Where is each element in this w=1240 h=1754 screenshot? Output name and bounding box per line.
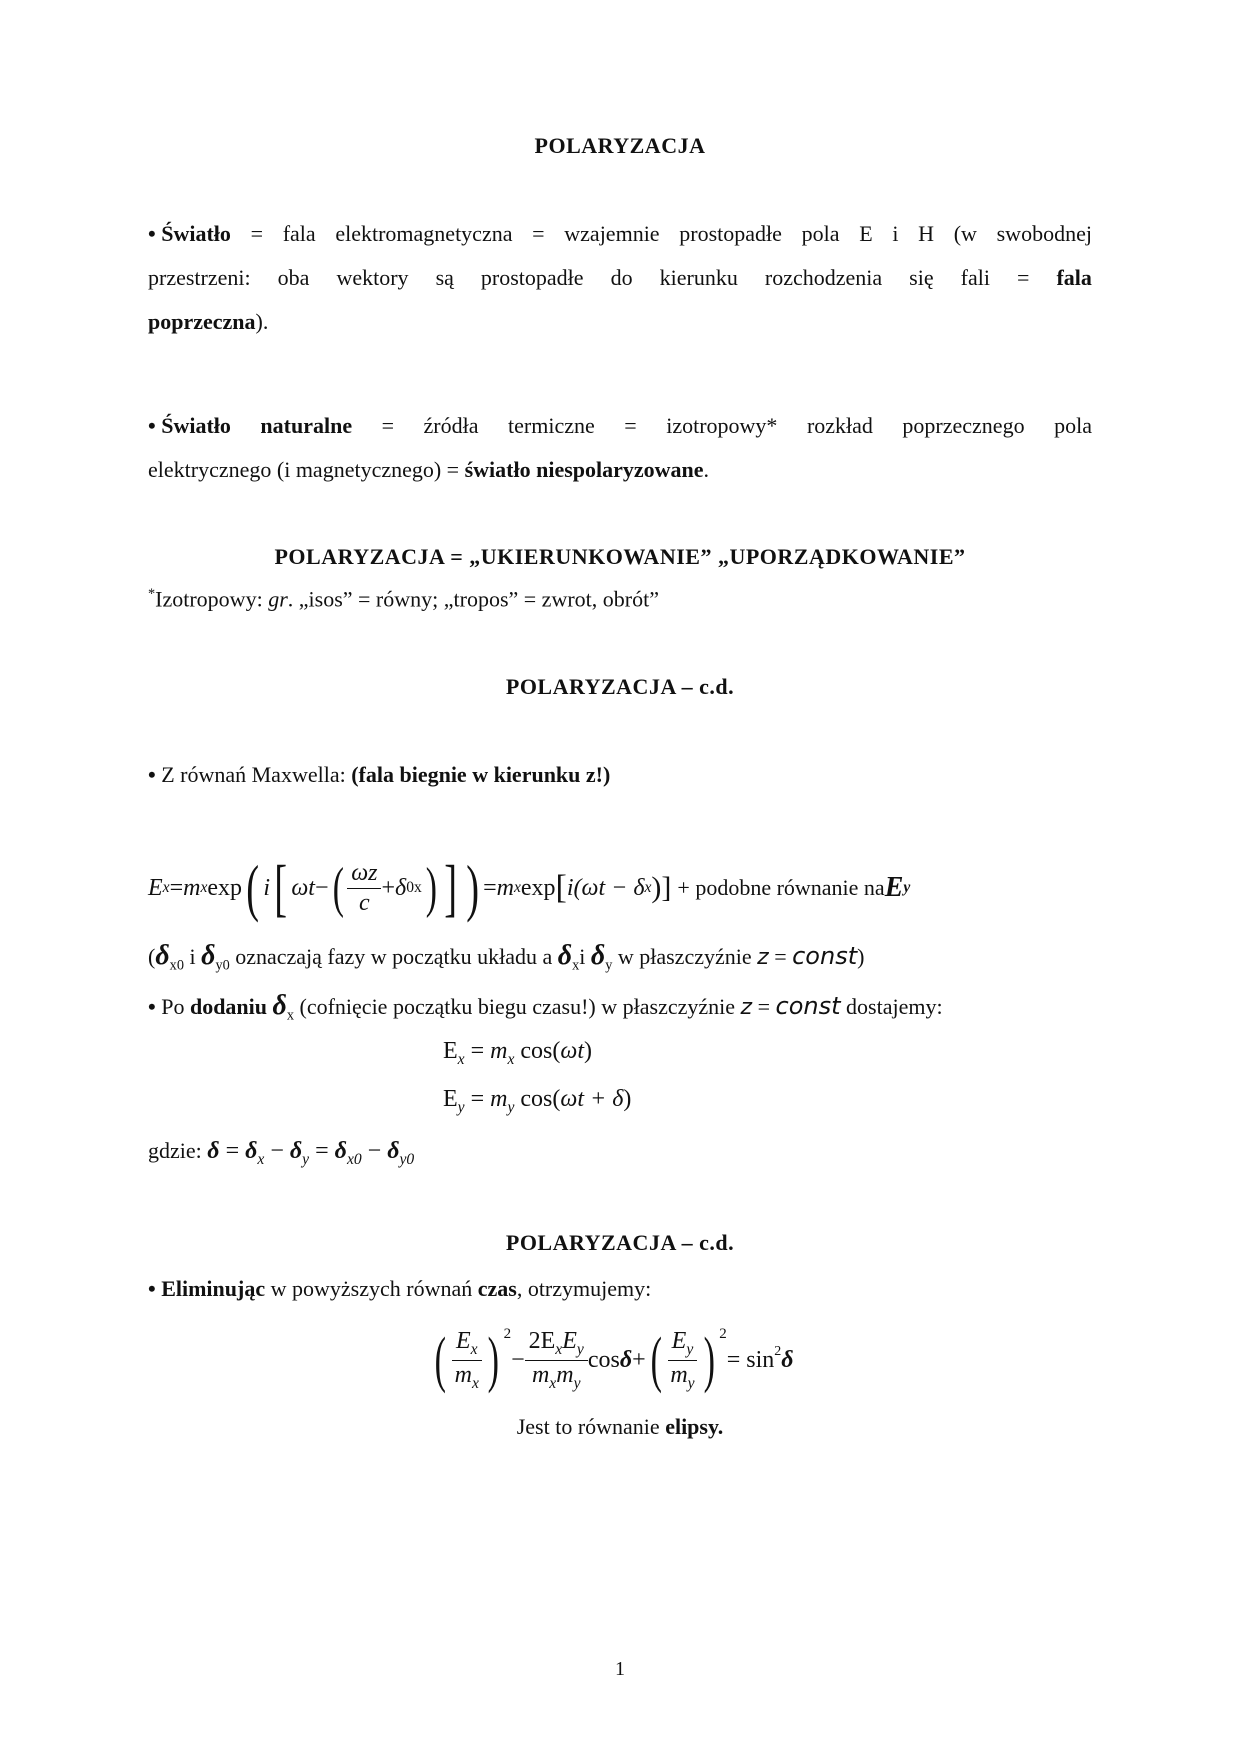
eliminating-time-line: • Eliminując w powyższych równań czas, otrzymujemy:: [148, 1276, 652, 1301]
word: poprzecznego: [902, 413, 1025, 438]
big-bracket-close: ]: [444, 852, 458, 923]
fraction-wz-over-c: $\frac{\omega z}{c}$: [347, 859, 381, 918]
paragraph-light-line-1: [148, 212, 1092, 256]
word: fala: [1056, 265, 1092, 290]
word: fala: [282, 221, 316, 246]
phase-difference-definition: gdzie: $\delta = \delta_x - \delta_y = \delta_{x0} - \delta_{y0}$: [148, 1138, 415, 1168]
fraction-ex-over-mx: $\frac{E_x}{m_x}$: [451, 1327, 483, 1393]
big-paren-close: ): [466, 852, 479, 923]
word: E: [859, 221, 873, 246]
word: pola: [801, 221, 840, 246]
word: =: [624, 413, 637, 438]
equation-ey-cos: $E_y = m_y$ cos(ωt + δ): [443, 1086, 632, 1116]
word: fali: [960, 265, 990, 290]
word: przestrzeni:: [148, 265, 251, 290]
word: • Światło: [148, 413, 231, 438]
word: H: [918, 221, 935, 246]
word: • Światło: [148, 221, 231, 246]
word: (w: [953, 221, 977, 246]
section-heading-cd-1: POLARYZACJA – c.d.: [505, 674, 735, 699]
paren-open: (: [332, 857, 344, 919]
equation-ellipse: ( $\frac{E_x}{m_x}$ ) $^2$ − $\frac{2E_xE_y}{m_xm_y}$ cos δ + ( $\frac{E_y}{m_y}$ ) $^2$ = sin $^2$ δ: [434, 1326, 794, 1394]
paren-close: ): [425, 857, 437, 919]
paragraph-light-line-3: poprzeczna).: [148, 309, 269, 334]
paragraph-light: [148, 212, 1092, 344]
word: prostopadłe: [679, 221, 782, 246]
page-number: 1: [615, 1658, 625, 1680]
adding-phase-line: • Po dodaniu $\delta_x$ (cofnięcie początku biegu czasu!) w płaszczyźnie z = const dostajemy:: [148, 990, 943, 1024]
word: =: [381, 413, 395, 438]
word: naturalne: [260, 413, 353, 438]
word: do: [610, 265, 633, 290]
section-heading-cd-2: POLARYZACJA – c.d.: [505, 1230, 735, 1255]
word: =: [532, 221, 545, 246]
maxwell-line: • Z równań Maxwella: (fala biegnie w kierunku z!): [148, 762, 611, 787]
equation-ex-cos: $E_x = m_x$ cos(ωt): [443, 1038, 593, 1068]
big-paren-open: (: [246, 852, 260, 923]
word: wzajemnie: [564, 221, 660, 246]
word: izotropowy*: [666, 413, 778, 438]
word: źródła: [423, 413, 479, 438]
word: pola: [1054, 413, 1092, 438]
page-title: POLARYZACJA: [534, 133, 706, 158]
paragraph-natural-line-1: [148, 404, 1092, 448]
word: swobodnej: [996, 221, 1092, 246]
word: wektory: [336, 265, 409, 290]
equation-ex-field: E x = m x exp ( i [ ωt − ( $\frac{\omega z}{c}$ + δ 0x ) ] ) = m x exp [ i (ωt − δ x )] + podobne równanie na E y: [148, 852, 911, 923]
paragraph-natural-light: [148, 404, 1092, 492]
word: =: [1017, 265, 1030, 290]
word: rozchodzenia: [764, 265, 883, 290]
word: i: [892, 221, 899, 246]
paragraph-natural-line-2: elektrycznego (i magnetycznego) = światło niespolaryzowane.: [148, 457, 710, 482]
word: =: [250, 221, 263, 246]
word: oba: [277, 265, 310, 290]
word: termiczne: [508, 413, 595, 438]
word: prostopadłe: [480, 265, 584, 290]
word: są: [435, 265, 454, 290]
paragraph-light-line-2: [148, 256, 1092, 300]
fraction-2exey-over-mxmy: $\frac{2E_xE_y}{m_xm_y}$: [525, 1327, 588, 1393]
word: rozkład: [806, 413, 873, 438]
word: elektromagnetyczna: [335, 221, 513, 246]
word: się: [909, 265, 934, 290]
big-bracket-open: [: [274, 852, 288, 923]
word: kierunku: [659, 265, 738, 290]
polarization-definition-heading: POLARYZACJA = „UKIERUNKOWANIE” „UPORZĄDKOWANIE”: [274, 544, 966, 569]
phase-note: ($\delta_{x0}$ i $\delta_{y0}$ oznaczają fazy w początku układu a $\delta_xi$ $\delta_y$ w płaszczyźnie z = const): [148, 940, 865, 974]
ellipse-note: Jest to równanie elipsy.: [516, 1414, 724, 1439]
fraction-ey-over-my: $\frac{E_y}{m_y}$: [666, 1327, 698, 1393]
footnote-isotropic: *Izotropowy: gr. „isos” = równy; „tropos” = zwrot, obrót”: [148, 586, 659, 612]
